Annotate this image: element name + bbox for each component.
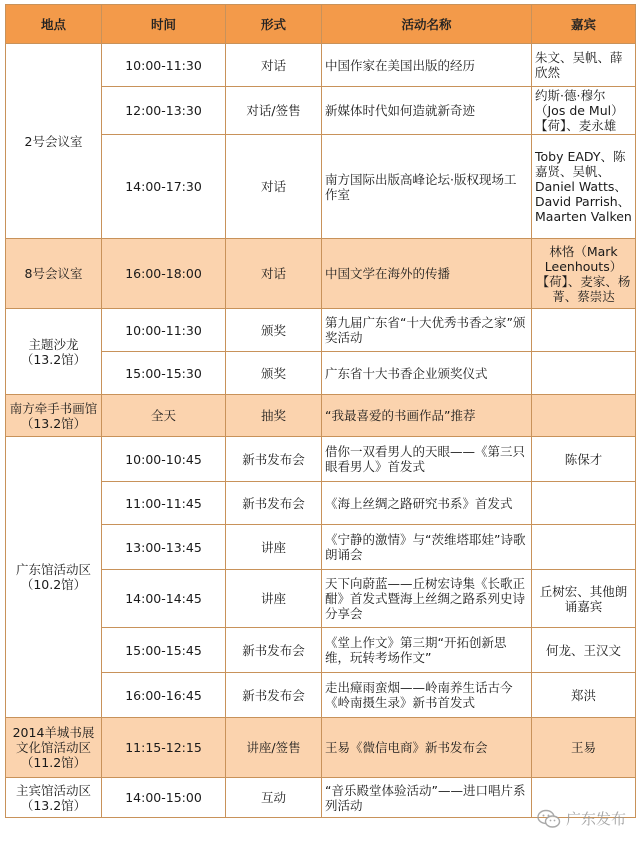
table-row — [6, 44, 636, 87]
header-venue: 地点 — [6, 5, 102, 44]
activity-cell: 王易《微信电商》新书发布会 — [322, 718, 532, 778]
guest-cell: 林恪（Mark Leenhouts）【荷】、麦家、杨菁、蔡崇达 — [532, 239, 636, 309]
format-cell: 对话 — [226, 135, 322, 239]
header-row — [6, 5, 636, 44]
format-cell: 新书发布会 — [226, 482, 322, 525]
header-time: 时间 — [102, 5, 226, 44]
guest-cell — [532, 352, 636, 395]
guest-cell: Toby EADY、陈嘉贤、吴帆、Daniel Watts、David Parrish、Maarten Valken — [532, 135, 636, 239]
guest-cell — [532, 525, 636, 570]
venue-cell: 2014羊城书展文化馆活动区（11.2馆） — [6, 718, 102, 778]
table-row — [6, 395, 636, 437]
time-cell: 11:00-11:45 — [102, 482, 226, 525]
activity-cell: 中国文学在海外的传播 — [322, 239, 532, 309]
activity-cell: 走出瘴雨蛮烟——岭南养生话古今《岭南摄生录》新书首发式 — [322, 673, 532, 718]
table-row — [6, 718, 636, 778]
format-cell: 对话 — [226, 44, 322, 87]
time-cell: 15:00-15:30 — [102, 352, 226, 395]
activity-cell: 南方国际出版高峰论坛·版权现场工作室 — [322, 135, 532, 239]
guest-cell — [532, 482, 636, 525]
activity-cell: 第九届广东省“十大优秀书香之家”颁奖活动 — [322, 309, 532, 352]
time-cell: 14:00-15:00 — [102, 778, 226, 818]
header-format: 形式 — [226, 5, 322, 44]
venue-cell: 主题沙龙（13.2馆） — [6, 309, 102, 395]
table-row — [6, 437, 636, 482]
time-cell: 全天 — [102, 395, 226, 437]
time-cell: 15:00-15:45 — [102, 628, 226, 673]
venue-cell: 2号会议室 — [6, 44, 102, 239]
header-guests: 嘉宾 — [532, 5, 636, 44]
guest-cell: 约斯·德·穆尔（Jos de Mul）【荷】、麦永雄 — [532, 87, 636, 135]
format-cell: 讲座/签售 — [226, 718, 322, 778]
time-cell: 14:00-14:45 — [102, 570, 226, 628]
activity-cell: “我最喜爱的书画作品”推荐 — [322, 395, 532, 437]
venue-cell: 8号会议室 — [6, 239, 102, 309]
format-cell: 新书发布会 — [226, 673, 322, 718]
guest-cell — [532, 309, 636, 352]
format-cell: 讲座 — [226, 570, 322, 628]
schedule-table — [5, 4, 636, 818]
activity-cell: 广东省十大书香企业颁奖仪式 — [322, 352, 532, 395]
format-cell: 新书发布会 — [226, 437, 322, 482]
format-cell: 新书发布会 — [226, 628, 322, 673]
time-cell: 13:00-13:45 — [102, 525, 226, 570]
time-cell: 12:00-13:30 — [102, 87, 226, 135]
activity-cell: 《宁静的激情》与“茨维塔耶娃”诗歌朗诵会 — [322, 525, 532, 570]
time-cell: 10:00-11:30 — [102, 309, 226, 352]
activity-cell: 新媒体时代如何造就新奇迹 — [322, 87, 532, 135]
watermark — [537, 808, 626, 829]
guest-cell: 朱文、吴帆、薛欣然 — [532, 44, 636, 87]
format-cell: 颁奖 — [226, 309, 322, 352]
activity-cell: 中国作家在美国出版的经历 — [322, 44, 532, 87]
format-cell: 对话 — [226, 239, 322, 309]
activity-cell: 《海上丝绸之路研究书系》首发式 — [322, 482, 532, 525]
activity-cell: 天下向蔚蓝——丘树宏诗集《长歌正酣》首发式暨海上丝绸之路系列史诗分享会 — [322, 570, 532, 628]
guest-cell — [532, 395, 636, 437]
time-cell: 14:00-17:30 — [102, 135, 226, 239]
table-row — [6, 239, 636, 309]
activity-cell: 《堂上作文》第三期“开拓创新思维，玩转考场作文” — [322, 628, 532, 673]
guest-cell: 何龙、王汉文 — [532, 628, 636, 673]
guest-cell: 陈保才 — [532, 437, 636, 482]
guest-cell: 王易 — [532, 718, 636, 778]
time-cell: 16:00-18:00 — [102, 239, 226, 309]
format-cell: 讲座 — [226, 525, 322, 570]
venue-cell: 南方牵手书画馆（13.2馆） — [6, 395, 102, 437]
time-cell: 10:00-10:45 — [102, 437, 226, 482]
watermark-text: 广东发布 — [565, 810, 626, 828]
format-cell: 颁奖 — [226, 352, 322, 395]
venue-cell: 主宾馆活动区（13.2馆） — [6, 778, 102, 818]
venue-cell: 广东馆活动区（10.2馆） — [6, 437, 102, 718]
activity-cell: “音乐殿堂体验活动”——进口唱片系列活动 — [322, 778, 532, 818]
time-cell: 16:00-16:45 — [102, 673, 226, 718]
wechat-icon — [537, 809, 561, 829]
guest-cell: 郑洪 — [532, 673, 636, 718]
guest-cell: 丘树宏、其他朗诵嘉宾 — [532, 570, 636, 628]
header-activity: 活动名称 — [322, 5, 532, 44]
table-row — [6, 309, 636, 352]
activity-cell: 借你一双看男人的天眼——《第三只眼看男人》首发式 — [322, 437, 532, 482]
time-cell: 10:00-11:30 — [102, 44, 226, 87]
format-cell: 互动 — [226, 778, 322, 818]
format-cell: 对话/签售 — [226, 87, 322, 135]
time-cell: 11:15-12:15 — [102, 718, 226, 778]
format-cell: 抽奖 — [226, 395, 322, 437]
